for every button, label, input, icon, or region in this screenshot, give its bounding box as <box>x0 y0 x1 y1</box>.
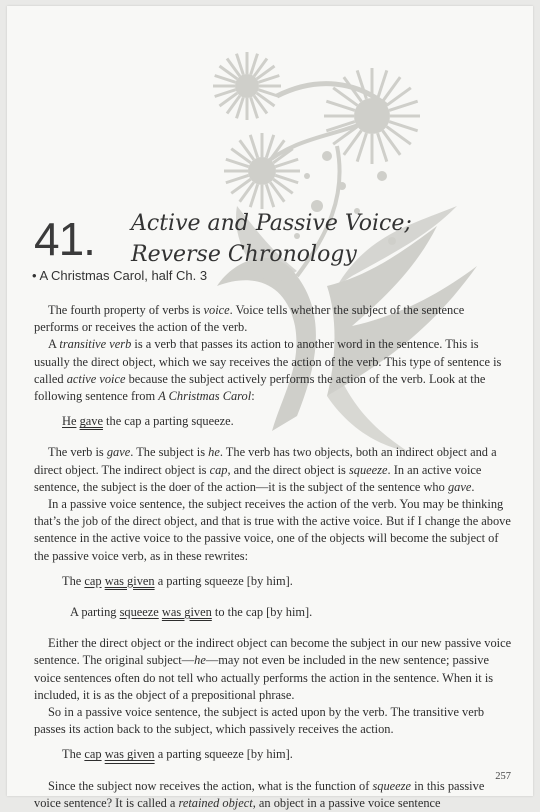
reading-assignment-text: A Christmas Carol, half Ch. 3 <box>39 268 208 283</box>
example-sentence: The cap was given a parting squeeze [by him]. <box>62 747 293 762</box>
paragraph: Since the subject now receives the action, what is the function of squeeze in this passive voice sentence? It is called a retained object, an object in a passive voice sentence <box>34 778 485 810</box>
bullet-icon: • <box>32 268 37 283</box>
paragraph: Either the direct object or the indirect object can become the subject in our new passive voice sentence. The original subject—he—may not even be included in the new sentence; passive voice sentences often do not tell who actually performs the action in the sentence. When it is included, it is as the object of a prepositional phrase. <box>34 636 512 702</box>
chapter-title <box>131 208 412 270</box>
chapter-title-line1: Active and Passive Voice; <box>131 211 412 236</box>
example-sentence: The cap was given a parting squeeze [by him]. <box>62 573 293 588</box>
reading-assignment <box>32 268 207 283</box>
example-sentence: A parting squeeze was given to the cap [by him]. <box>70 605 313 620</box>
paragraph: The verb is gave. The subject is he. The verb has two objects, both an indirect object and a direct object. The indirect object is cap, and the direct object is squeeze. In an active voice sentence, the subject is the doer of the action—it is the subject of the sentence who gave. <box>34 445 497 494</box>
paragraph: In a passive voice sentence, the subject receives the action of the verb. You may be thinking that’s the job of the direct object, and that is true with the active voice. But if I change the above sentence in the active voice to the passive voice, one of the objects will become the subject of the passive voice verb, as in these rewrites: <box>34 497 511 563</box>
page-number: 257 <box>495 771 511 782</box>
example-sentence: He gave the cap a parting squeeze. <box>62 414 234 429</box>
paragraph: The fourth property of verbs is voice. Voice tells whether the subject of the sentence performs or receives the action of the verb. <box>34 303 465 335</box>
body-text <box>34 302 512 812</box>
paragraph: A transitive verb is a verb that passes its action to another word in the sentence. This is usually the direct object, which we say receives the action of the verb. This type of sentence is called active voice because the subject actively performs the action of the verb. Look at the following sentence from A Christmas Carol: <box>34 337 502 404</box>
chapter-title-line2: Reverse Chronology <box>131 242 357 267</box>
chapter-heading <box>29 206 519 266</box>
chapter-number: 41. <box>34 213 95 265</box>
paragraph: So in a passive voice sentence, the subject is acted upon by the verb. The transitive verb passes its action back to the subject, which passively receives the action. <box>34 705 485 737</box>
book-page <box>7 6 533 810</box>
